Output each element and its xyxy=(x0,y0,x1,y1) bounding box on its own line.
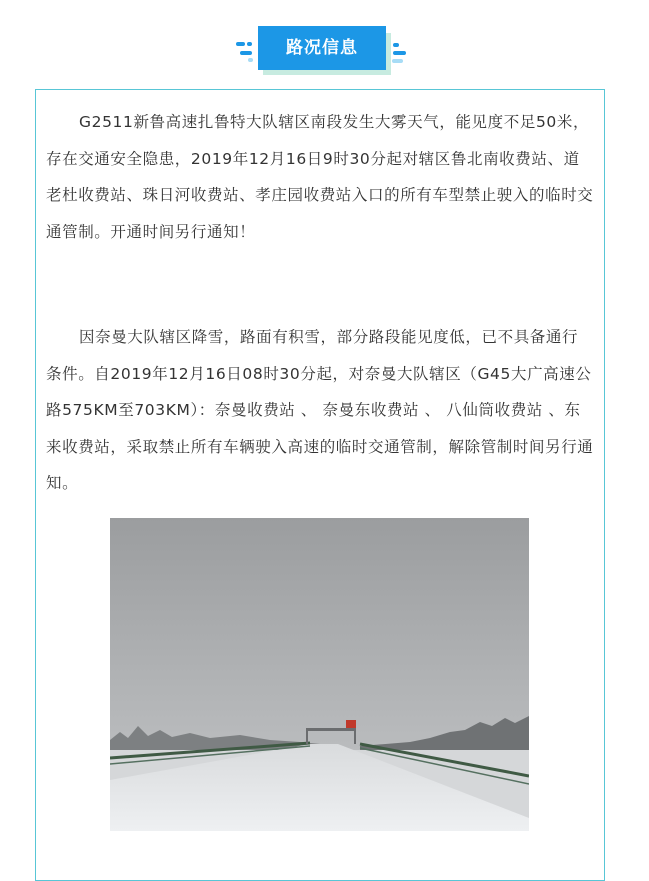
decor-dash-left-3 xyxy=(240,51,252,55)
notice-paragraph-2-text: 因奈曼大队辖区降雪，路面有积雪，部分路段能见度低，已不具备通行条件。自2019年12月16日08时30分起，对奈曼大队辖区（G45大广高速公路575KM至703KM）：奈曼收费站 、 奈曼东收费站 、 八仙筒收费站 、东来收费站，采取禁止所有车辆驶入高速的临时交通管制，解除管制时间另行通知。 xyxy=(46,328,594,492)
snowy-highway-illustration xyxy=(110,518,529,831)
decor-dash-right-3 xyxy=(392,59,403,63)
decor-dash-left-1 xyxy=(236,42,245,46)
notice-paragraph-1-text: G2511新鲁高速扎鲁特大队辖区南段发生大雾天气，能见度不足50米，存在交通安全隐患，2019年12月16日9时30分起对辖区鲁北南收费站、道老杜收费站、珠日河收费站、孝庄园收费站入口的所有车型禁止驶入的临时交通管制。开通时间另行通知！ xyxy=(46,113,594,241)
notice-paragraph-2 xyxy=(46,319,594,502)
decor-dash-left-4 xyxy=(248,58,253,62)
snowy-highway-photo xyxy=(110,518,529,831)
header xyxy=(0,0,649,90)
decor-dash-left-2 xyxy=(247,42,252,46)
page-title: 路况信息 xyxy=(258,26,386,70)
notice-paragraph-1 xyxy=(46,104,594,250)
decor-dash-right-1 xyxy=(393,43,399,47)
decor-dash-right-2 xyxy=(393,51,406,55)
